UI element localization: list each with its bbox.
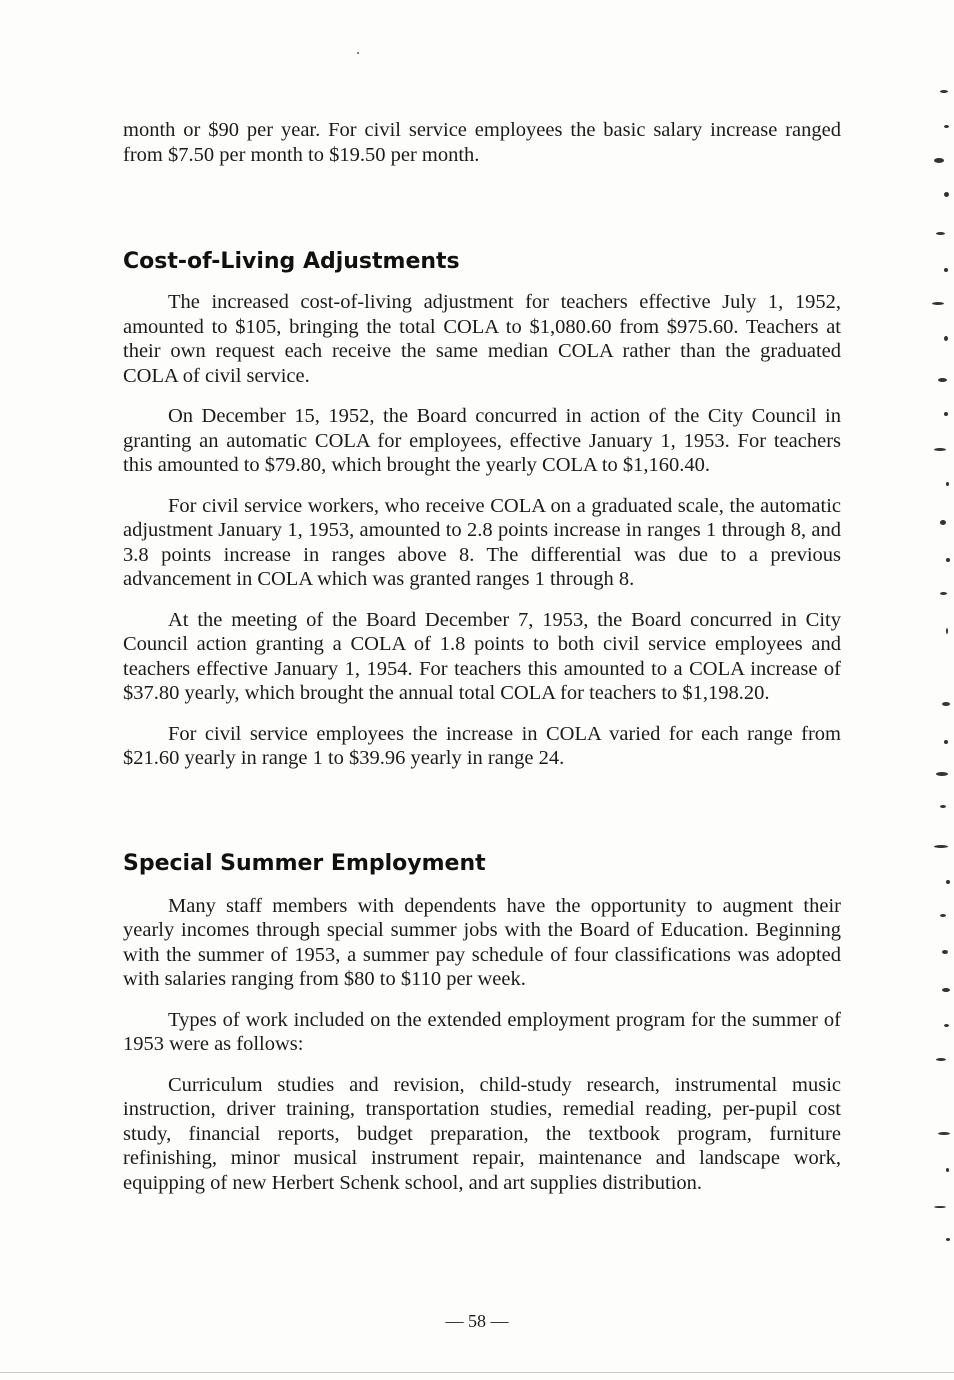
cola-paragraph-1: The increased cost-of-living adjustment for teachers effective July 1, 1952, amounted to $105, bringing the total COLA to $1,080.60 from $975.60. Teachers at their own request each receive the same median COLA rather than the graduated COLA of civil service. bbox=[123, 291, 841, 387]
summer-paragraph-1: Many staff members with dependents have the opportunity to augment their yearly incomes through special summer jobs with the Board of Education. Beginning with the summer of 1953, a summer pay schedule of four classifications was adopted with salaries ranging from $80 to $110 per week. bbox=[123, 894, 841, 990]
summer-paragraph-3: Curriculum studies and revision, child-study research, instrumental music instruction, driver training, transportation studies, remedial reading, per-pupil cost study, financial reports, budget preparation, the textbook program, furniture refinishing, minor musical instrument repair, maintenance and landscape work, equipping of new Herbert Schenk school, and art supplies distribution. bbox=[123, 1073, 841, 1194]
section-heading-summer: Special Summer Employment bbox=[123, 850, 486, 876]
scan-speck bbox=[357, 52, 359, 54]
cola-paragraph-3: For civil service workers, who receive COLA on a graduated scale, the automatic adjustment January 1, 1953, amounted to 2.8 points increase in ranges 1 through 8, and 3.8 points increase in ranges above 8. The differential was due to a previous advancement in COLA which was granted ranges 1 through 8. bbox=[123, 494, 841, 590]
cola-paragraph-4: At the meeting of the Board December 7, 1953, the Board concurred in City Council action granting a COLA of 1.8 points to both civil service employees and teachers effective January 1, 1954. For teachers this amounted to a COLA increase of $37.80 yearly, which brought the annual total COLA for teachers to $1,198.20. bbox=[123, 608, 841, 704]
page-edge-line bbox=[0, 1372, 954, 1373]
cola-paragraph-5: For civil service employees the increase in COLA varied for each range from $21.60 yearly in range 1 to $39.96 yearly in range 24. bbox=[123, 722, 841, 769]
intro-paragraph: month or $90 per year. For civil service employees the basic salary increase ranged from $7.50 per month to $19.50 per month. bbox=[123, 119, 841, 166]
cola-paragraph-2: On December 15, 1952, the Board concurred in action of the City Council in granting an automatic COLA for employees, effective January 1, 1953. For teachers this amounted to $79.80, which brought the yearly COLA to $1,160.40. bbox=[123, 405, 841, 476]
page-number: — 58 — bbox=[445, 1311, 509, 1331]
page-content bbox=[123, 118, 841, 1195]
summer-paragraph-2: Types of work included on the extended employment program for the summer of 1953 were as follows: bbox=[123, 1008, 841, 1055]
section-heading-cola: Cost-of-Living Adjustments bbox=[123, 249, 460, 274]
